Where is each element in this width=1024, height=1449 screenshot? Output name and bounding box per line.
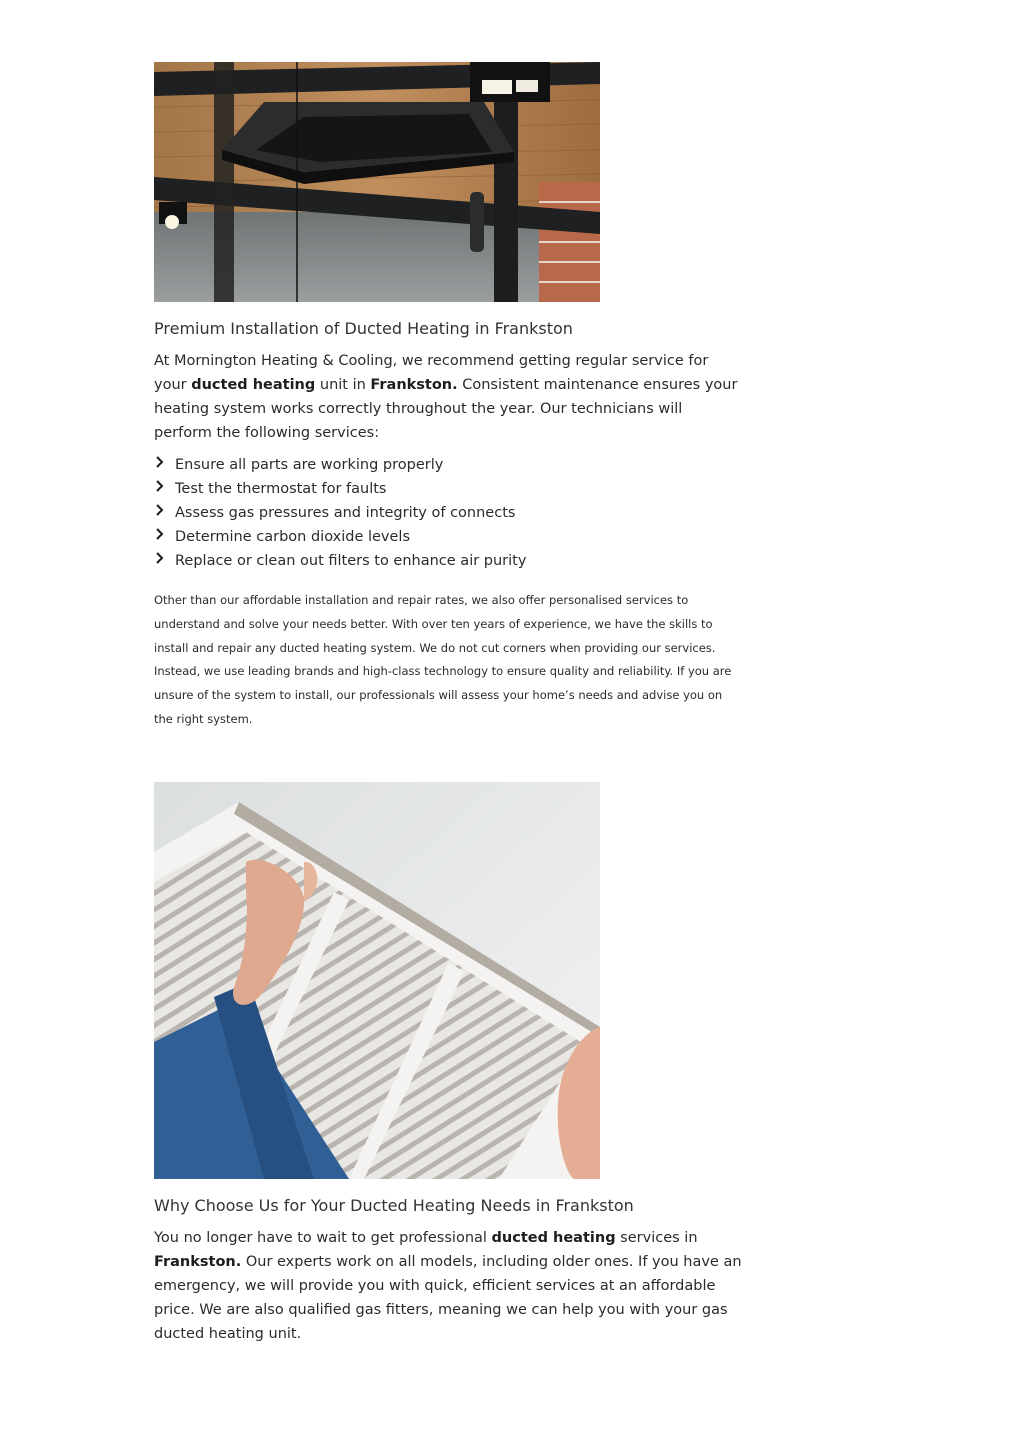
details-paragraph: Other than our affordable installation and repair rates, we also offer personalised services to understand and solve your needs better. With over ten years of experience, we have the skills to install and repair any ducted heating system. We do not cut corners when providing our services. Instead, we use leading brands and high-class technology to ensure quality and reliability. If you are unsure of the system to install, our professionals will assess your home’s needs and advise you on the right system.	[154, 593, 732, 726]
list-item	[154, 501, 744, 525]
service-text: Assess gas pressures and integrity of connects	[175, 505, 516, 521]
section-heading: Premium Installation of Ducted Heating in Frankston	[154, 319, 573, 338]
intro-text: unit in	[315, 377, 371, 393]
para-text: services in	[615, 1230, 698, 1246]
para-text: Our experts work on all models, including older ones. If you have an emergency, we will provide you with quick, efficient services at an affordable price. We are also qualified gas fitters, meaning we can help you with your gas ducted heating unit.	[154, 1254, 742, 1342]
chevron-right-icon	[155, 504, 164, 516]
keyword-frankston: Frankston.	[370, 377, 458, 393]
services-list	[154, 453, 744, 573]
cassette-heater-illustration	[154, 62, 600, 302]
intro-text: At Mornington Heating & Cooling, we recommend getting regular service for your	[154, 353, 709, 393]
keyword-ducted-heating: ducted heating	[491, 1230, 616, 1246]
list-item	[154, 477, 744, 501]
list-item	[154, 549, 744, 573]
service-text: Test the thermostat for faults	[175, 481, 387, 497]
keyword-ducted-heating: ducted heating	[191, 377, 316, 393]
service-text: Determine carbon dioxide levels	[175, 529, 411, 545]
chevron-right-icon	[155, 456, 164, 468]
intro-text: Consistent maintenance ensures your heating system works correctly throughout the year. Our technicians will perform the following services:	[154, 377, 738, 441]
section-heading: Why Choose Us for Your Ducted Heating Needs in Frankston	[154, 1196, 634, 1215]
chevron-right-icon	[155, 552, 164, 564]
air-vent-image	[154, 782, 600, 1179]
cassette-heater-image	[154, 62, 600, 302]
service-text: Ensure all parts are working properly	[175, 457, 444, 473]
para-text: You no longer have to wait to get professional	[154, 1230, 492, 1246]
service-text: Replace or clean out filters to enhance air purity	[175, 553, 527, 569]
why-choose-paragraph	[154, 1226, 744, 1346]
chevron-right-icon	[155, 528, 164, 540]
intro-paragraph	[154, 349, 744, 445]
air-vent-illustration	[154, 782, 600, 1179]
list-item	[154, 453, 744, 477]
list-item	[154, 525, 744, 549]
keyword-frankston: Frankston.	[154, 1254, 242, 1270]
chevron-right-icon	[155, 480, 164, 492]
